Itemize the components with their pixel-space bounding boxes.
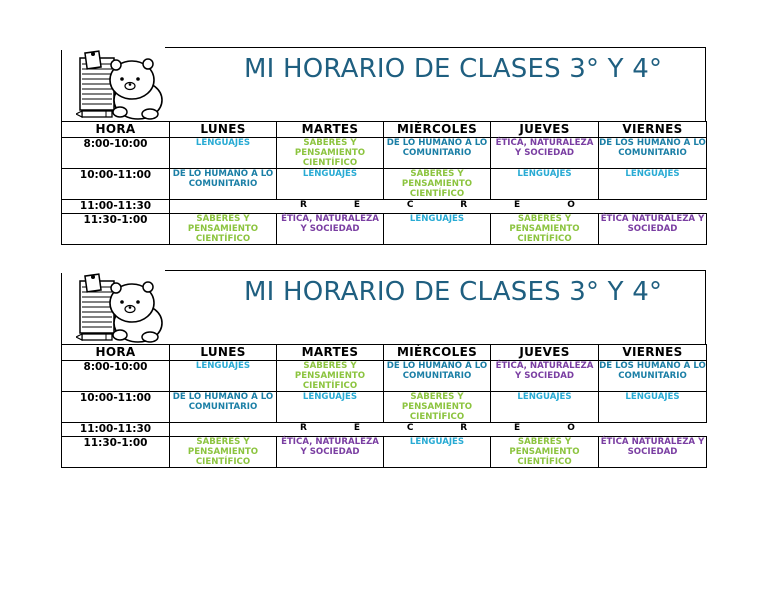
recreo-letter: O xyxy=(567,423,575,433)
class-cell: LENGUAJES xyxy=(384,214,491,245)
schedule-header xyxy=(61,47,706,121)
class-cell: DE LO HUMANO A LO COMUNITARIO xyxy=(170,169,277,200)
class-cell: LENGUAJES xyxy=(170,361,277,392)
page-title: MI HORARIO DE CLASES 3° Y 4° xyxy=(244,54,663,84)
recreo-letter: R xyxy=(299,200,307,210)
recreo-cell xyxy=(384,423,491,437)
time-cell: 8:00-10:00 xyxy=(62,138,170,169)
class-cell: ÉTICA, NATURALEZA Y SOCIEDAD xyxy=(277,437,384,468)
column-header-miercoles: MIÉRCOLES xyxy=(384,345,491,361)
column-header-miercoles: MIÉRCOLES xyxy=(384,122,491,138)
time-cell: 8:00-10:00 xyxy=(62,361,170,392)
table-row xyxy=(62,169,707,200)
class-cell: DE LO HUMANO A LO COMUNITARIO xyxy=(384,361,491,392)
column-header-jueves: JUEVES xyxy=(491,345,599,361)
recreo-cell xyxy=(599,200,707,214)
class-cell: ÉTICA, NATURALEZA Y SOCIEDAD xyxy=(491,361,599,392)
table-row xyxy=(62,361,707,392)
column-header-martes: MARTES xyxy=(277,345,384,361)
time-cell: 10:00-11:00 xyxy=(62,392,170,423)
recreo-letter: E xyxy=(353,200,361,210)
time-cell: 11:30-1:00 xyxy=(62,214,170,245)
time-cell: 11:30-1:00 xyxy=(62,437,170,468)
class-cell: DE LOS HUMANO A LO COMUNITARIO xyxy=(599,138,707,169)
table-row xyxy=(62,138,707,169)
column-header-jueves: JUEVES xyxy=(491,122,599,138)
recreo-row xyxy=(62,200,707,214)
recreo-cell xyxy=(277,200,384,214)
column-header-lunes: LUNES xyxy=(170,345,277,361)
class-cell: DE LO HUMANO A LO COMUNITARIO xyxy=(170,392,277,423)
recreo-letter: E xyxy=(514,200,521,210)
column-header-hora: HORA xyxy=(62,122,170,138)
class-cell: ÉTICA NATURALEZA Y SOCIEDAD xyxy=(599,437,707,468)
table-row xyxy=(62,437,707,468)
class-cell: LENGUAJES xyxy=(599,392,707,423)
recreo-cell xyxy=(491,200,599,214)
recreo-letter: C xyxy=(406,200,414,210)
class-cell: DE LO HUMANO A LO COMUNITARIO xyxy=(384,138,491,169)
recreo-letter: E xyxy=(514,423,521,433)
column-header-viernes: VIERNES xyxy=(599,122,707,138)
header-row xyxy=(62,345,707,361)
schedule-header xyxy=(61,270,706,344)
recreo-cell xyxy=(384,200,491,214)
recreo-letter: R xyxy=(460,200,468,210)
table-row xyxy=(62,214,707,245)
recreo-cell xyxy=(170,200,277,214)
column-header-viernes: VIERNES xyxy=(599,345,707,361)
schedule-table xyxy=(61,344,707,468)
bear-notebook-illustration xyxy=(76,50,166,122)
column-header-martes: MARTES xyxy=(277,122,384,138)
class-cell: ÉTICA, NATURALEZA Y SOCIEDAD xyxy=(491,138,599,169)
recreo-cell xyxy=(170,423,277,437)
schedule-card-2 xyxy=(61,270,706,468)
time-cell: 11:00-11:30 xyxy=(62,423,170,437)
class-cell: SABERES Y PENSAMIENTO CIENTÍFICO xyxy=(277,138,384,169)
class-cell: LENGUAJES xyxy=(277,169,384,200)
class-cell: LENGUAJES xyxy=(384,437,491,468)
class-cell: DE LOS HUMANO A LO COMUNITARIO xyxy=(599,361,707,392)
column-header-lunes: LUNES xyxy=(170,122,277,138)
recreo-letter: C xyxy=(406,423,414,433)
column-header-hora: HORA xyxy=(62,345,170,361)
class-cell: ÉTICA, NATURALEZA Y SOCIEDAD xyxy=(277,214,384,245)
class-cell: SABERES Y PENSAMIENTO CIENTÍFICO xyxy=(277,361,384,392)
recreo-cell xyxy=(599,423,707,437)
bear-notebook-illustration xyxy=(76,273,166,345)
recreo-letter: R xyxy=(299,423,307,433)
time-cell: 10:00-11:00 xyxy=(62,169,170,200)
class-cell: LENGUAJES xyxy=(170,138,277,169)
recreo-letter: R xyxy=(460,423,468,433)
class-cell: LENGUAJES xyxy=(491,392,599,423)
table-row xyxy=(62,392,707,423)
schedule-table xyxy=(61,121,707,245)
recreo-letter: E xyxy=(353,423,361,433)
recreo-cell xyxy=(277,423,384,437)
class-cell: SABERES Y PENSAMIENTO CIENTÍFICO xyxy=(491,437,599,468)
class-cell: SABERES Y PENSAMIENTO CIENTÍFICO xyxy=(170,214,277,245)
class-cell: SABERES Y PENSAMIENTO CIENTÍFICO xyxy=(384,169,491,200)
class-cell: LENGUAJES xyxy=(491,169,599,200)
recreo-cell xyxy=(491,423,599,437)
class-cell: LENGUAJES xyxy=(599,169,707,200)
schedule-card-1 xyxy=(61,47,706,245)
class-cell: SABERES Y PENSAMIENTO CIENTÍFICO xyxy=(170,437,277,468)
class-cell: SABERES Y PENSAMIENTO CIENTÍFICO xyxy=(491,214,599,245)
class-cell: ÉTICA NATURALEZA Y SOCIEDAD xyxy=(599,214,707,245)
recreo-letter: O xyxy=(567,200,575,210)
class-cell: SABERES Y PENSAMIENTO CIENTÍFICO xyxy=(384,392,491,423)
header-row xyxy=(62,122,707,138)
page-title: MI HORARIO DE CLASES 3° Y 4° xyxy=(244,277,663,307)
recreo-row xyxy=(62,423,707,437)
class-cell: LENGUAJES xyxy=(277,392,384,423)
time-cell: 11:00-11:30 xyxy=(62,200,170,214)
